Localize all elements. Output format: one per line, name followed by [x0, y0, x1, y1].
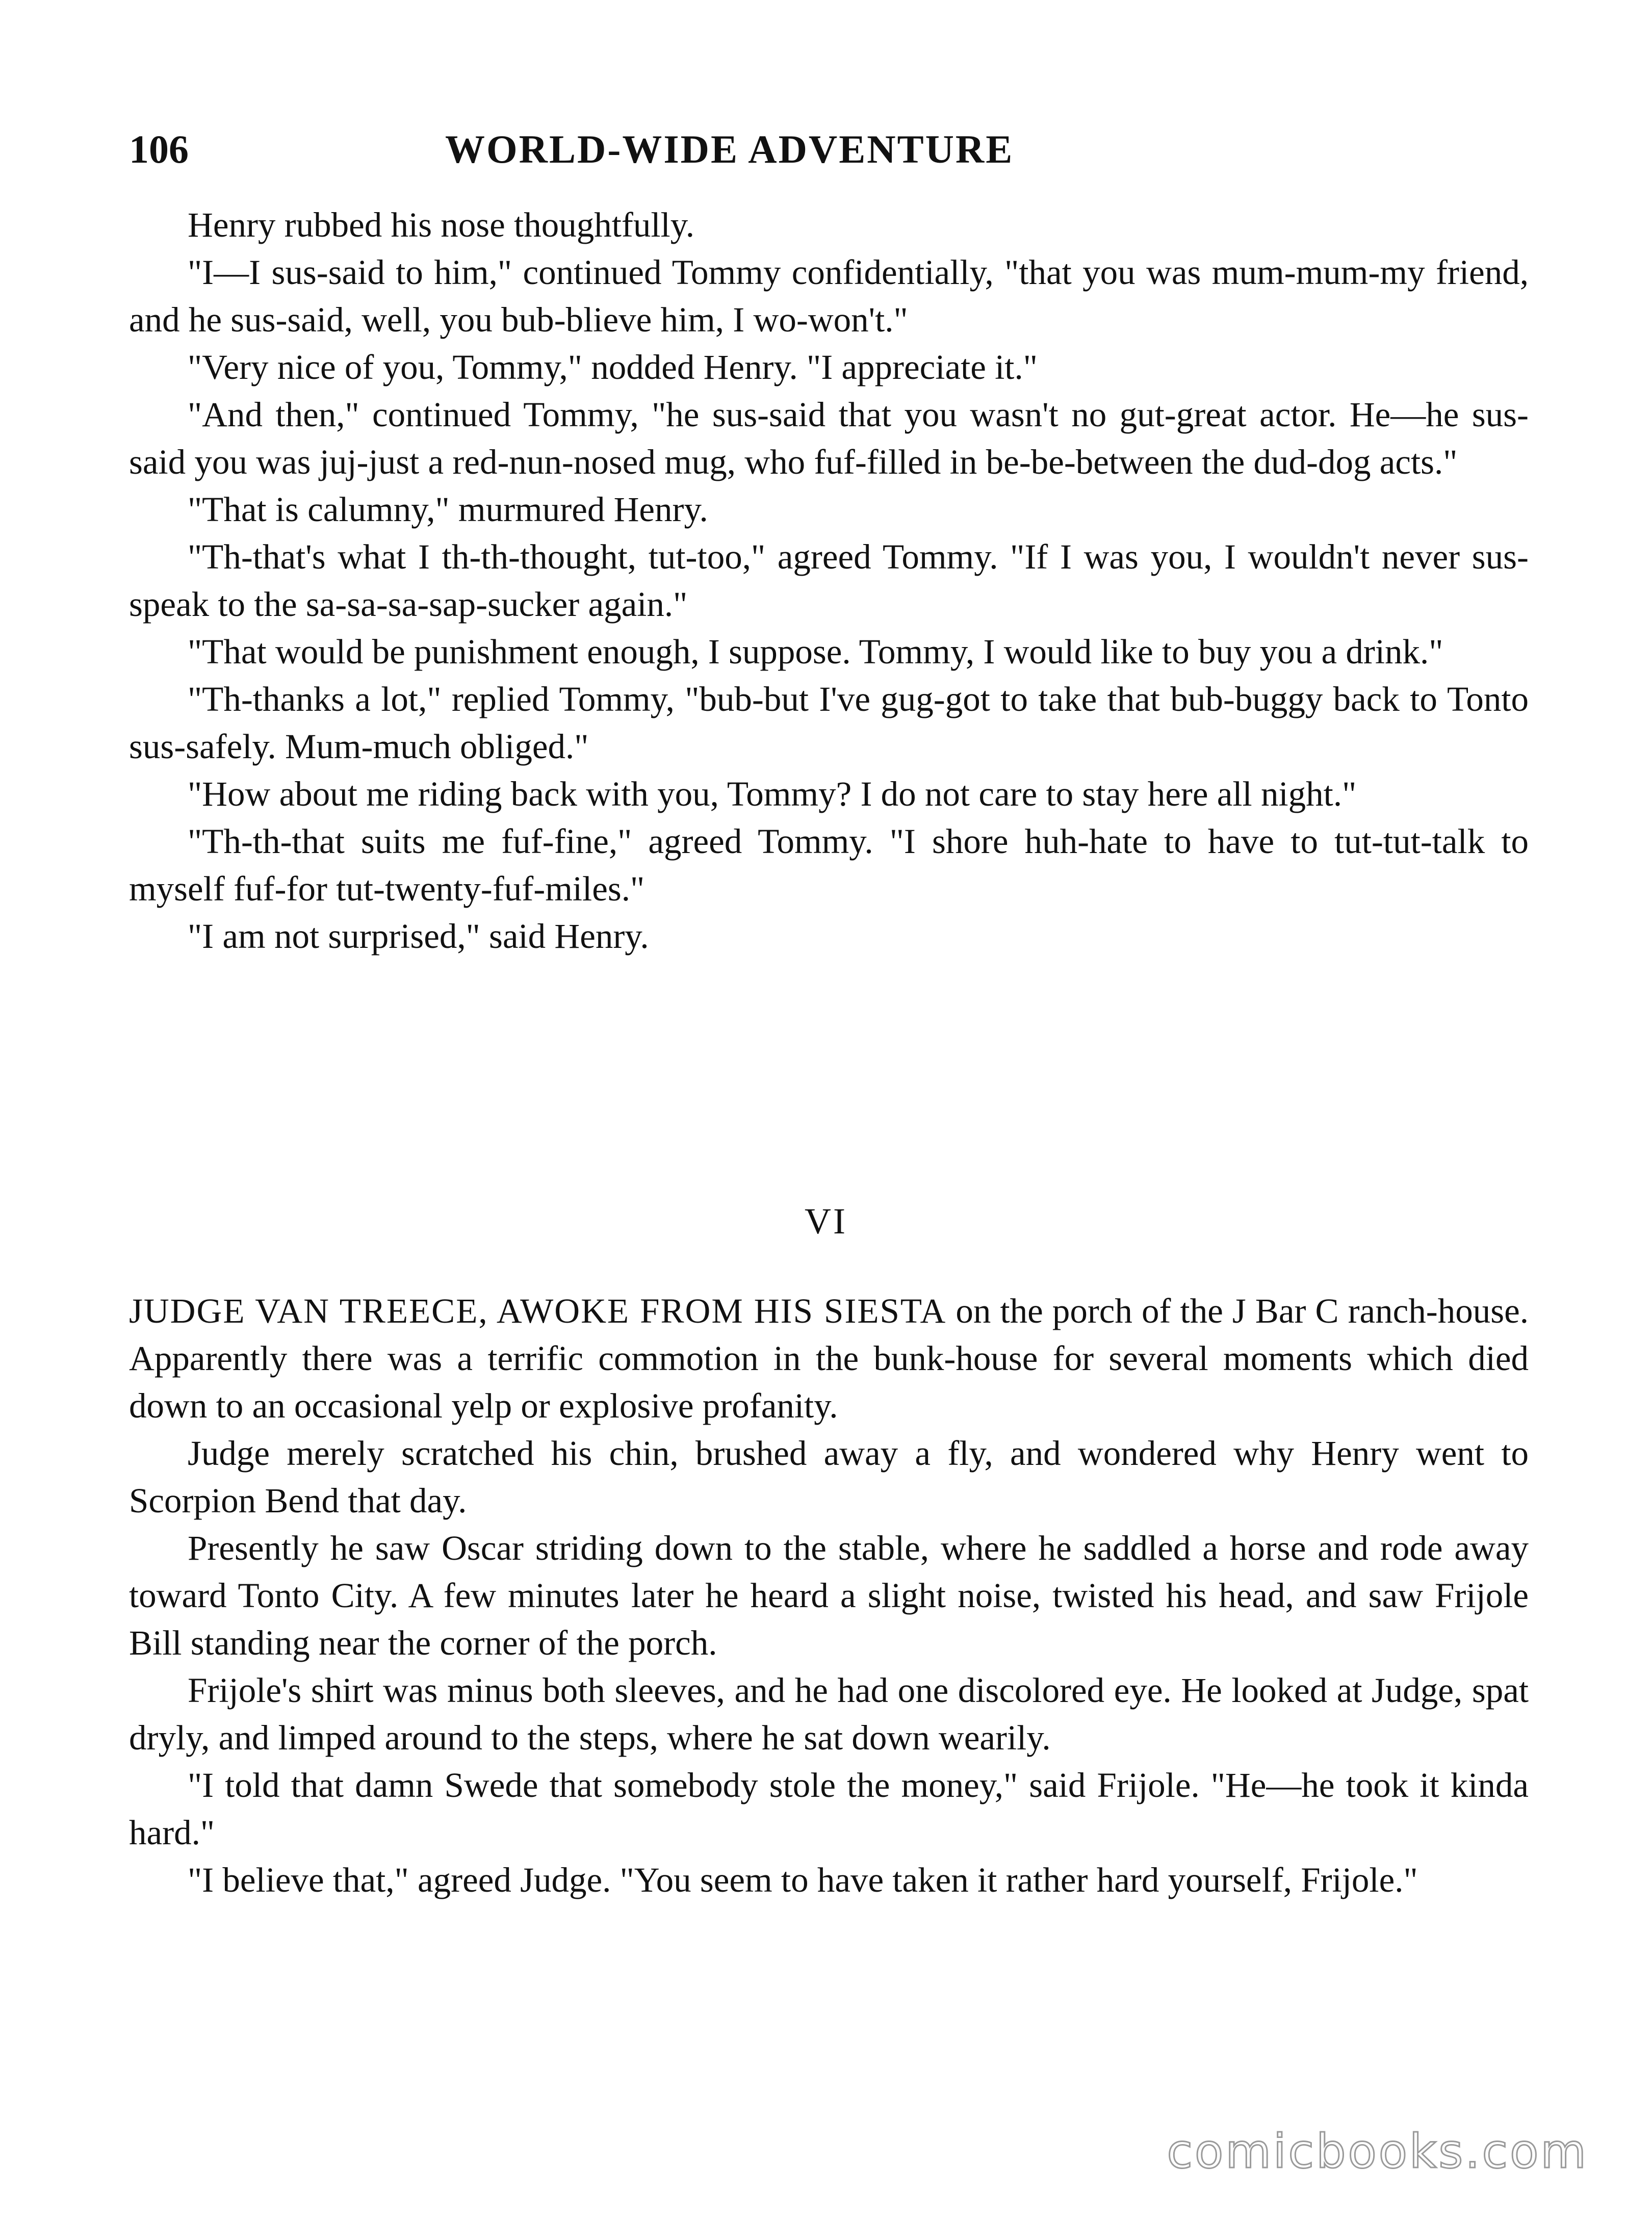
paragraph: Henry rubbed his nose thoughtfully.	[188, 205, 694, 244]
paragraph: "That is calumny," murmured Henry.	[188, 490, 708, 529]
page-number: 106	[129, 127, 189, 171]
text-block-before-section	[129, 201, 1529, 960]
paragraph: "That would be punishment enough, I suppose. Tommy, I would like to buy you a drink."	[188, 632, 1443, 671]
watermark: comicbooks.com	[1167, 2124, 1588, 2179]
paragraph: "Th-th-that suits me fuf-fine," agreed Tommy. "I shore huh-hate to have to tut-tut-talk to myself fuf-for tut-twenty-fuf-miles."	[129, 822, 1529, 908]
running-title: WORLD-WIDE ADVENTURE	[445, 127, 1014, 171]
text-block-after-section	[129, 1287, 1529, 1904]
paragraph: "I believe that," agreed Judge. "You seem to have taken it rather hard yourself, Frijole."	[188, 1861, 1418, 1899]
paragraph: "Th-thanks a lot," replied Tommy, "bub-but I've gug-got to take that bub-buggy back to Tonto sus-safely. Mum-much obliged."	[129, 680, 1529, 766]
paragraph: "I am not surprised," said Henry.	[188, 917, 649, 956]
section-heading: VI	[805, 1201, 847, 1242]
opening-small-caps: JUDGE VAN TREECE, AWOKE FROM HIS SIESTA	[129, 1292, 947, 1330]
paragraph: Presently he saw Oscar striding down to the stable, where he saddled a horse and rode away toward Tonto City. A few minutes later he heard a slight noise, twisted his head, and saw Frijole Bill standing near the corner of the porch.	[129, 1529, 1529, 1662]
running-head	[129, 121, 1531, 177]
paragraph: Frijole's shirt was minus both sleeves, and he had one discolored eye. He looked at Judge, spat dryly, and limped around to the steps, where he sat down wearily.	[129, 1671, 1529, 1757]
paragraph: "How about me riding back with you, Tommy? I do not care to stay here all night."	[188, 775, 1357, 813]
paragraph: "I—I sus-said to him," continued Tommy confidentially, "that you was mum-mum-my friend, and he sus-said, well, you bub-blieve him, I wo-won't."	[129, 253, 1529, 339]
paragraph: Judge merely scratched his chin, brushed away a fly, and wondered why Henry went to Scorpion Bend that day.	[129, 1434, 1529, 1520]
opening-paragraph	[129, 1287, 1529, 1430]
paragraph: "And then," continued Tommy, "he sus-said that you wasn't no gut-great actor. He—he sus-said you was juj-just a red-nun-nosed mug, who fuf-filled in be-be-between the dud-dog acts."	[129, 395, 1529, 481]
paragraph: "Very nice of you, Tommy," nodded Henry. "I appreciate it."	[188, 348, 1038, 386]
paragraph: "I told that damn Swede that somebody stole the money," said Frijole. "He—he took it kinda hard."	[129, 1766, 1529, 1852]
paragraph: "Th-that's what I th-th-thought, tut-too," agreed Tommy. "If I was you, I wouldn't never sus-speak to the sa-sa-sa-sap-sucker again."	[129, 537, 1529, 624]
opening-paragraph-rest: on the porch of the J Bar C ranch-house. Apparently there was a terrific commotion in the bunk-house for several moments which died down to an occasional yelp or explosive profanity.	[129, 1292, 1529, 1425]
